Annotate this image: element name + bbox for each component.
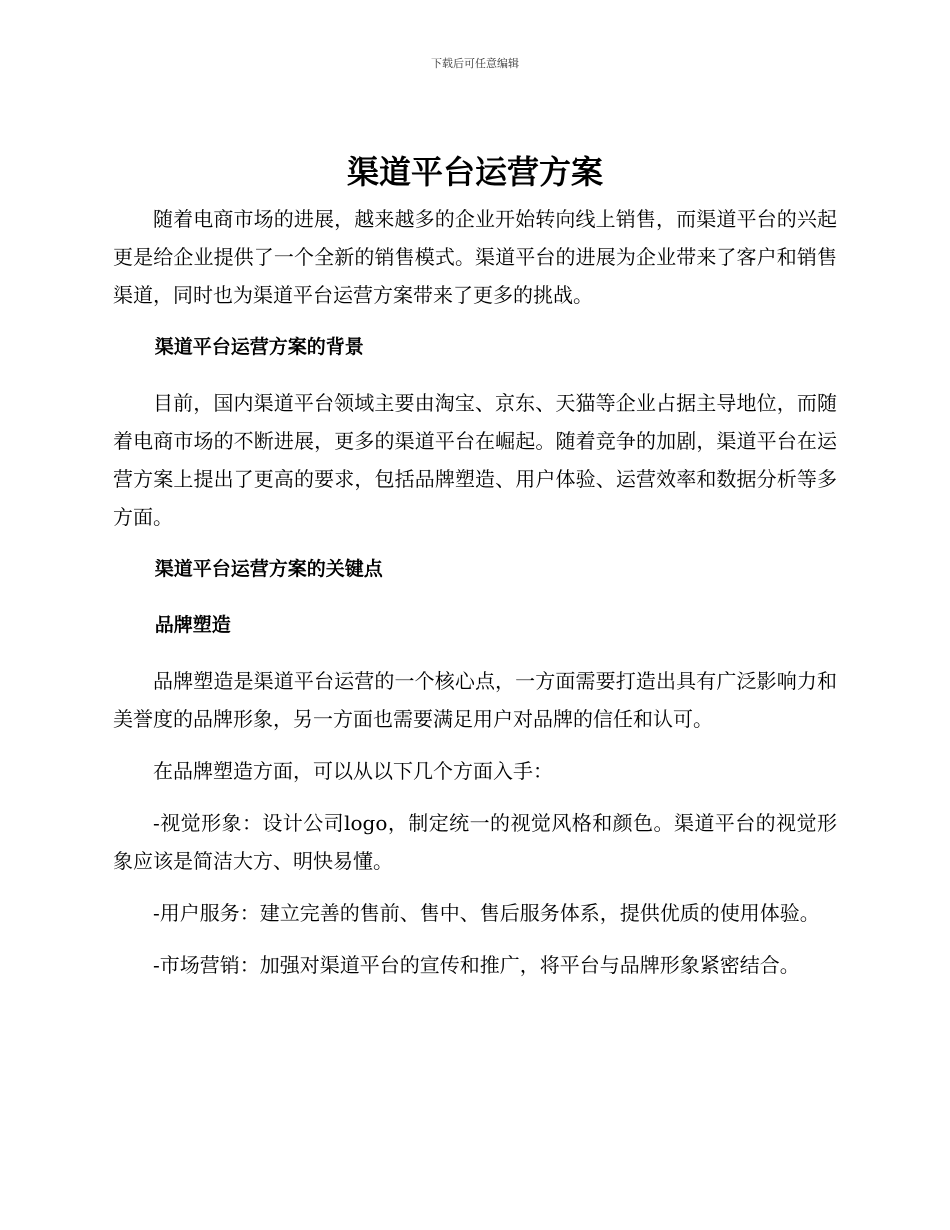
section-heading-background: 渠道平台运营方案的背景 — [154, 336, 364, 358]
list-item-user-service: -用户服务：建立完善的售前、售中、售后服务体系，提供优质的使用体验。 — [153, 901, 820, 925]
page-header-note: 下载后可任意编辑 — [431, 57, 519, 70]
list-item-marketing: -市场营销：加强对渠道平台的宣传和推广，将平台与品牌形象紧密结合。 — [153, 953, 800, 977]
document-body — [113, 150, 837, 998]
subsection-heading-branding: 品牌塑造 — [154, 614, 231, 636]
branding-intro-paragraph: 在品牌塑造方面，可以从以下几个方面入手： — [153, 759, 553, 783]
background-paragraph: 目前，国内渠道平台领域主要由淘宝、京东、天猫等企业占据主导地位，而随着电商市场的不断进展，更多的渠道平台在崛起。随着竞争的加剧，渠道平台在运营方案上提出了更高的要求，包括品牌塑造、用户体验、运营效率和数据分析等多方面。 — [113, 391, 837, 529]
list-item-visual-identity: -视觉形象：设计公司logo，制定统一的视觉风格和颜色。渠道平台的视觉形象应该是简洁大方、明快易懂。 — [113, 811, 837, 873]
branding-paragraph: 品牌塑造是渠道平台运营的一个核心点，一方面需要打造出具有广泛影响力和美誉度的品牌形象，另一方面也需要满足用户对品牌的信任和认可。 — [113, 669, 837, 731]
document-title: 渠道平台运营方案 — [346, 153, 603, 191]
section-heading-key-points: 渠道平台运营方案的关键点 — [154, 558, 383, 580]
intro-paragraph: 随着电商市场的进展，越来越多的企业开始转向线上销售，而渠道平台的兴起更是给企业提供了一个全新的销售模式。渠道平台的进展为企业带来了客户和销售渠道，同时也为渠道平台运营方案带来了更多的挑战。 — [113, 207, 837, 307]
